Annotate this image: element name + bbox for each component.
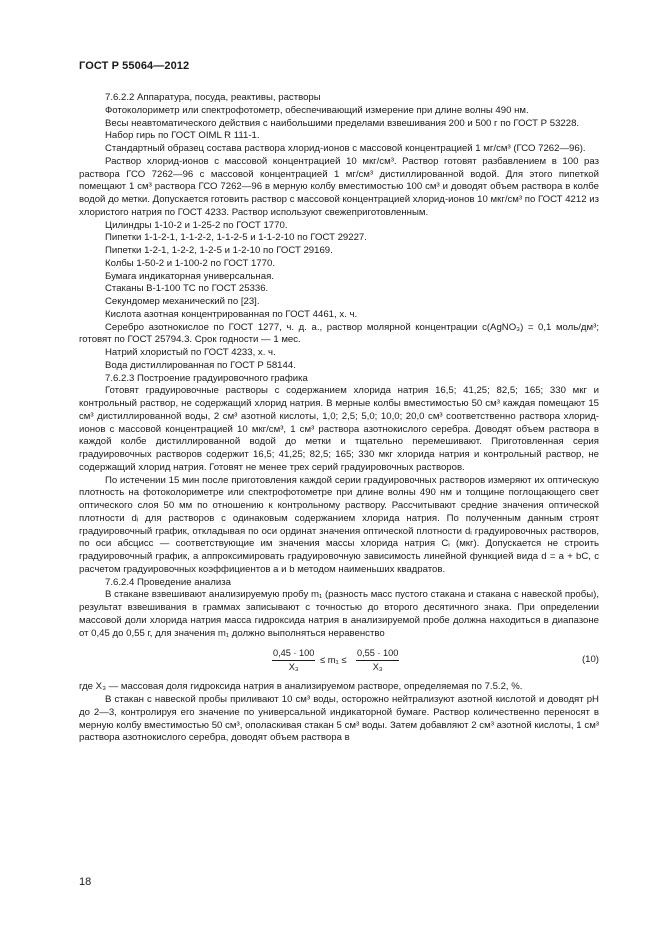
formula-number: (10) [581,654,599,666]
list-item: Бумага индикаторная универсальная. [105,270,274,282]
list-item: Цилиндры 1-10-2 и 1-25-2 по ГОСТ 1770. [105,219,288,231]
formula-right-numerator: 0,55 · 100 [356,648,399,661]
section-heading-7-6-2-2: 7.6.2.2 Аппаратура, посуда, реактивы, растворы [105,92,321,103]
section-heading-7-6-2-3: 7.6.2.3 Построение градуировочного графика [105,372,308,384]
formula-right-denominator: X₃ [372,662,383,673]
paragraph: В стакан с навеской пробы приливают 10 см³ воды, осторожно нейтрализуют азотной кислотой и доводят pH до 2—3, контролируя его значение по универсальной индикаторной бумаге. Раствор количественно переносят в мерную колбу вместимостью 50 см³, ополаскивая стакан 5 см³ воды. Затем добавляют 2 см³ азотной кислоты, 1 см³ раствора азотнокислого серебра, доводят объем раствора в [79,694,599,744]
section-heading-7-6-2-4: 7.6.2.4 Проведение анализа [105,576,231,588]
paragraph: где X₃ — массовая доля гидроксида натрия в анализируемом растворе, определяемая по 7.5.2, %. [79,681,523,693]
list-item: Пипетки 1-2-1, 1-2-2, 1-2-5 и 1-2-10 по ГОСТ 29169. [105,245,333,256]
formula-left-numerator: 0,45 · 100 [272,648,315,661]
document-body [79,92,599,745]
document-header: ГОСТ Р 55064—2012 [79,60,190,72]
paragraph: Весы неавтоматического действия с наибольшими пределами взвешивания 200 и 500 г по ГОСТ Р 53228. [105,117,580,129]
paragraph: В стакане взвешивают анализируемую пробу m₁ (разность масс пустого стакана и стакана с навеской пробы), результат взвешивания в граммах записывают с точностью до второго десятичного знака. При определении массовой доли хлорида натрия масса гидроксида натрия в анализируемой пробе должна находиться в диапазоне от 0,45 до 0,55 г, для значения m₁ должно выполняться неравенство [79,589,599,639]
formula-left-fraction [272,648,315,673]
list-item: Секундомер механический по [23]. [105,296,260,307]
list-item: Пипетки 1-1-2-1, 1-1-2-2, 1-1-2-5 и 1-1-2-10 по ГОСТ 29227. [105,232,367,244]
paragraph: По истечении 15 мин после приготовления каждой серии градуировочных растворов измеряют их оптическую плотность на фотоколориметре или спектрофотометре при длине волны 490 нм и толщине поглощающего свет оптического слоя 50 мм по отношению к контрольному раствору. Рассчитывают средние значения оптической плотности dᵢ для растворов с одинаковым содержанием хлорида натрия. По полученным данным строят градуировочный график, откладывая по оси ординат значения оптической плотности dᵢ градуировочных растворов, по оси абсцисс — соответствующие им значения массы хлорида натрия Cᵢ (мкг). Допускается не строить градуировочный график, а аппроксимировать градуировочную зависимость линейной функцией вида d = a + bC, с расчетом градуировочных коэффициентов a и b методом наименьших квадратов. [79,474,599,575]
list-item: Стаканы В-1-100 ТС по ГОСТ 25336. [105,283,269,295]
paragraph: Фотоколориметр или спектрофотометр, обеспечивающий измерение при длине волны 490 нм. [105,104,529,116]
paragraph: Стандартный образец состава раствора хлорид-ионов с массовой концентрацией 1 мг/см³ (ГСО 7262—96). [105,143,586,154]
list-item: Натрий хлористый по ГОСТ 4233, х. ч. [105,347,276,358]
paragraph: Серебро азотнокислое по ГОСТ 1277, ч. д. а., раствор молярной концентрации c(AgNO₃) = 0,1 моль/дм³; готовят по ГОСТ 25794.3. Срок годности — 1 мес. [79,321,599,346]
paragraph: Готовят градуировочные растворы с содержанием хлорида натрия 16,5; 41,25; 82,5; 165; 330 мкг и контрольный раствор, не содержащий хлорид натрия. В мерные колбы вместимостью 50 см³ каждая помещают 15 см³ дистиллированной воды, 2 см³ азотной кислоты, 1,0; 2,5; 5,0; 10,0; 20,0 см³ соответственно раствора хлорид-ионов с массовой концентрацией 10 мкг/см³, 1 см³ раствора азотнокислого серебра. Доводят объем раствора в каждой колбе дистиллированной водой до метки и тщательно перемешивают. Приготовленная серия градуировочных растворов содержит 16,5; 41,25; 82,5; 165; 330 мкг хлорида натрия и контрольный раствор, не содержащий хлорид натрия. Готовят не менее трех серий градуировочных растворов. [79,385,599,473]
list-item: Вода дистиллированная по ГОСТ Р 58144. [105,359,296,371]
formula-right-fraction [356,648,399,673]
list-item: Кислота азотная концентрированная по ГОСТ 4461, х. ч. [105,308,358,320]
formula-left-denominator: X₃ [288,662,299,673]
list-item: Колбы 1-50-2 и 1-100-2 по ГОСТ 1770. [105,257,275,269]
formula-middle: ≤ m₁ ≤ [320,654,347,666]
page-number: 18 [79,876,92,888]
paragraph: Раствор хлорид-ионов с массовой концентрацией 10 мкг/см³. Раствор готовят разбавлением в 100 раз раствора ГСО 7262—96 с массовой концентрацией 1 мг/см³ дистиллированной водой. Для этого пипеткой помещают 1 см³ раствора ГСО 7262—96 в мерную колбу вместимостью 100 см³ и доводят объем раствора в колбе водой до метки. Допускается готовить раствор с массовой концентрацией хлорид-ионов 10 мкг/см³ по ГОСТ 4212 из хлористого натрия по ГОСТ 4233. Раствор используют свежеприготовленным. [79,155,599,218]
formula-10 [79,646,599,678]
paragraph: Набор гирь по ГОСТ OIML R 111-1. [105,130,260,142]
